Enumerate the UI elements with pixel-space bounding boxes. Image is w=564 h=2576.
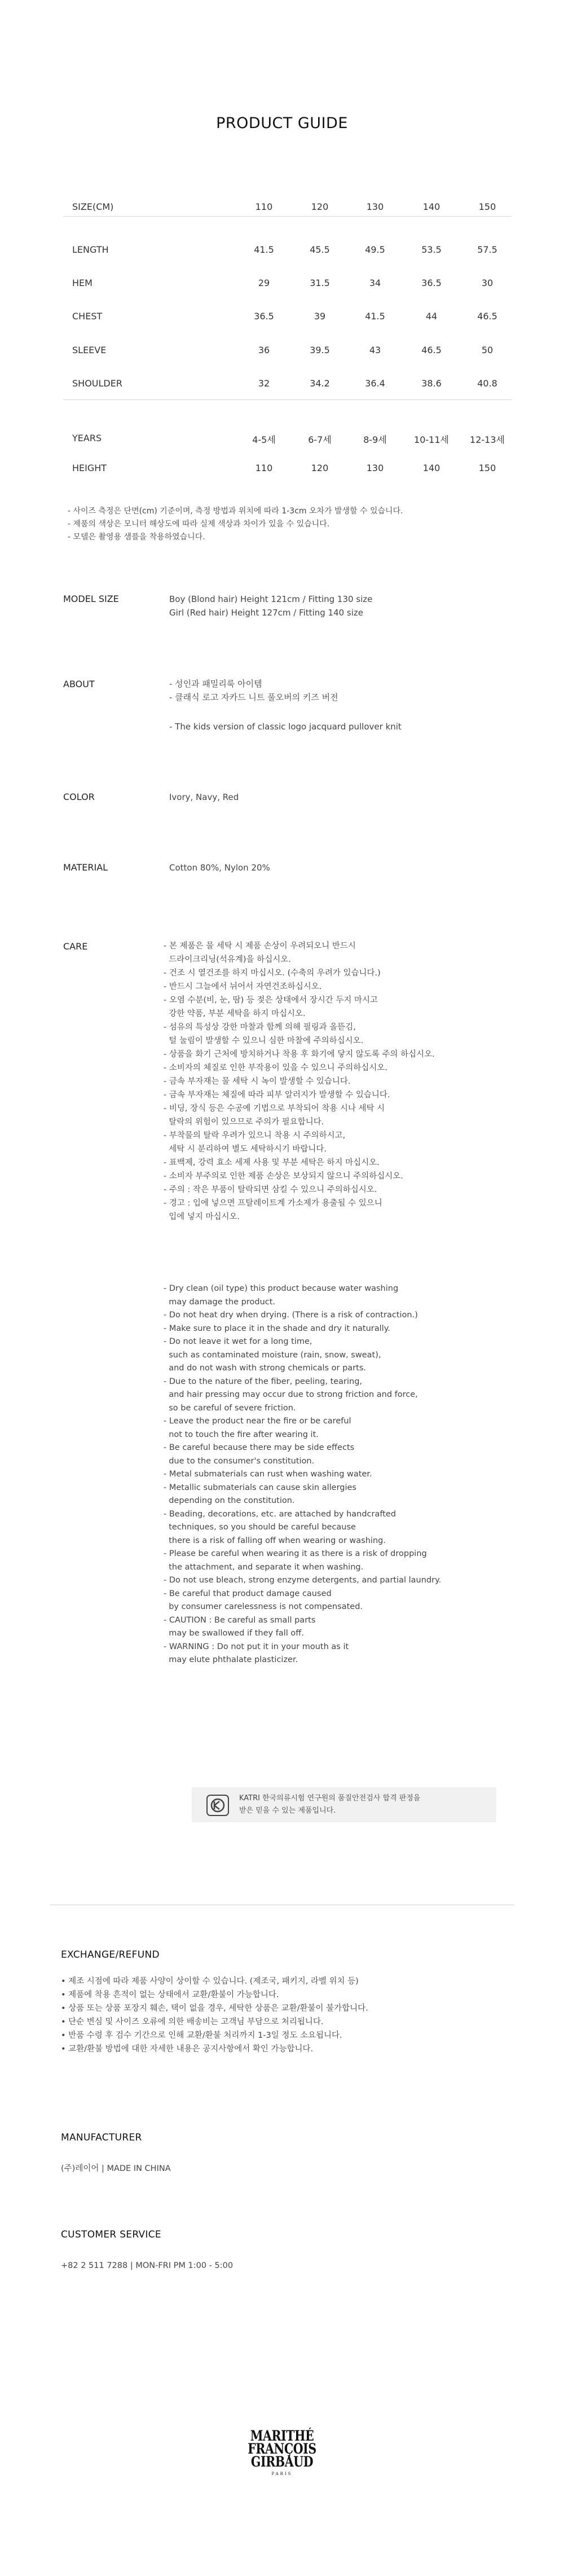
row-label: SLEEVE [72,345,107,355]
row-label: HEIGHT [72,463,107,473]
care-line: - 금속 부자재는 물 세탁 시 녹이 발생할 수 있습니다. [164,1077,351,1086]
care-line: - Do not leave it wet for a long time, [164,1337,312,1346]
table-cell: 41.5 [365,311,385,322]
katri-line: 받은 믿을 수 있는 제품입니다. [239,1806,336,1815]
care-line: - 본 제품은 물 세탁 시 제품 손상이 우려되오니 반드시 [164,942,356,951]
customer-service-title: CUSTOMER SERVICE [61,2229,161,2240]
care-line: - WARNING : Do not put it in your mouth as it [164,1642,349,1651]
material-label: MATERIAL [63,862,108,873]
care-line: and hair pressing may occur due to strong friction and force, [164,1390,418,1399]
model-size-line: Boy (Blond hair) Height 121cm / Fitting 130 size [169,594,373,604]
table-cell: 110 [255,463,273,473]
table-cell: 36.5 [421,278,442,288]
exchange-line: • 상품 또는 상품 포장지 훼손, 택이 없을 경우, 세탁한 상품은 교환/환불이 불가합니다. [61,2004,368,2013]
care-line: the attachment, and separate it when washing. [164,1562,364,1572]
table-cell: 34.2 [310,378,330,389]
row-label: LENGTH [72,244,109,255]
table-cell: 57.5 [477,244,497,255]
care-line: so be careful of severe friction. [164,1403,296,1413]
table-cell: 130 [366,201,384,212]
katri-line: KATRI 한국의류시험 연구원의 품질안전검사 합격 판정을 [239,1794,421,1803]
care-line: may damage the product. [164,1297,276,1307]
table-cell: 140 [422,463,440,473]
table-cell: 140 [422,201,440,212]
exchange-info [61,1975,368,2056]
table-cell: 34 [369,278,381,288]
care-line: - 섬유의 특성상 강한 마찰과 함께 의해 필링과 올뜯김, [164,1023,356,1032]
exchange-title: EXCHANGE/REFUND [61,1949,160,1960]
material-value: Cotton 80%, Nylon 20% [169,863,270,873]
logo-line: MARITHÉ [250,2428,314,2444]
table-row [63,463,512,474]
table-cell: 150 [478,463,496,473]
table-cell: 110 [255,201,273,212]
table-row [63,433,512,444]
table-cell: 46.5 [421,345,442,355]
care-line: - Dry clean (oil type) this product because water washing [164,1284,399,1293]
care-line: - 오염 수분(비, 눈, 땀) 등 젖은 상태에서 장시간 두지 마시고 [164,996,378,1005]
katri-text [239,1792,420,1817]
exchange-line: • 단순 변심 및 사이즈 오류에 의한 배송비는 고객님 부담으로 처리됩니다. [61,2017,324,2026]
row-label: CHEST [72,311,103,322]
table-cell: 120 [311,463,329,473]
care-line: - Metallic submaterials can cause skin allergies [164,1483,356,1492]
care-line: - CAUTION : Be careful as small parts [164,1615,316,1625]
logo-sub: PARIS [271,2472,293,2476]
care-instructions-en [164,1282,513,1667]
care-line: 세탁 시 분리하여 별도 세탁하시기 바랍니다. [164,1145,327,1154]
table-cell: 39.5 [310,345,330,355]
table-cell: 150 [478,201,496,212]
kc-mark-icon [206,1795,229,1816]
care-line: depending on the constitution. [164,1496,295,1505]
note-line: - 사이즈 측정은 단면(cm) 기준이며, 측정 방법과 위치에 따라 1-3cm 오차가 발생할 수 있습니다. [68,507,403,516]
table-cell: 4-5세 [252,434,276,445]
exchange-line: • 제조 시점에 따라 제품 사양이 상이할 수 있습니다. (제조국, 패키지, 라벨 위치 등) [61,1977,359,1986]
care-line: and do not wash with strong chemicals or parts. [164,1364,367,1373]
table-cell: 40.8 [477,378,497,389]
care-line: 강한 약품, 부분 세탁을 하지 마십시오. [164,1009,306,1018]
table-cell: 36 [258,345,270,355]
table-row [63,311,512,322]
care-line: - Be careful because there may be side effects [164,1443,355,1452]
table-cell: 50 [481,345,493,355]
care-line: techniques, so you should be careful because [164,1523,356,1532]
row-label: SIZE(CM) [72,201,114,212]
care-line: - 부착물의 탈락 우려가 있으니 착용 시 주의하시고, [164,1131,346,1140]
care-line: - Make sure to place it in the shade and dry it naturally. [164,1324,390,1333]
table-cell: 31.5 [310,278,330,288]
row-label: YEARS [72,433,102,443]
exchange-line: • 제품에 착용 흔적이 없는 상태에서 교환/환불이 가능합니다. [61,1990,279,1999]
table-row [63,244,512,256]
table-cell: 36.4 [365,378,385,389]
care-line: - Do not use bleach, strong enzyme detergents, and partial laundry. [164,1576,442,1585]
care-line: - 반드시 그늘에서 뉘어서 자연건조하십시오. [164,982,322,991]
table-cell: 46.5 [477,311,497,322]
table-cell: 8-9세 [363,434,387,445]
table-cell: 6-7세 [308,434,332,445]
care-line: there is a risk of falling off when wearing or washing. [164,1536,386,1545]
table-row [63,278,512,289]
table-cell: 49.5 [365,244,385,255]
table-cell: 43 [369,345,381,355]
manufacturer-title: MANUFACTURER [61,2132,142,2143]
care-line: - Metal submaterials can rust when washing water. [164,1470,372,1479]
exchange-line: • 반품 수령 후 검수 기간으로 인해 교환/환불 처리까지 1-3일 정도 소요됩니다. [61,2031,342,2040]
care-line: may elute phthalate plasticizer. [164,1655,298,1664]
care-line: - Do not heat dry when drying. (There is a risk of contraction.) [164,1311,418,1320]
care-line: may be swallowed if they fall off. [164,1629,304,1638]
table-cell: 44 [425,311,438,322]
care-line: - 비딩, 장식 등은 수공예 기법으로 부착되어 착용 시나 세탁 시 [164,1104,385,1113]
care-line: 입에 넣지 마십시오. [164,1212,240,1221]
size-notes [68,505,403,544]
care-line: - 경고 : 입에 넣으면 프탈레이트계 가소제가 용출될 수 있으니 [164,1199,382,1208]
care-label: CARE [63,941,88,952]
table-divider [63,399,512,400]
table-row [63,378,512,389]
table-cell: 130 [366,463,384,473]
care-line: - 건조 시 열건조를 하지 마십시오. (수축의 우려가 있습니다.) [164,969,381,978]
customer-service-value: +82 2 511 7288 | MON-FRI PM 1:00 - 5:00 [61,2261,233,2270]
row-label: SHOULDER [72,378,122,389]
table-cell: 120 [311,201,329,212]
care-line: - 주의 : 작은 부품이 탈락되면 삼킬 수 있으니 주의하십시오. [164,1185,377,1194]
logo-line: GIRBAUD [250,2454,314,2470]
table-cell: 53.5 [421,244,442,255]
care-line: - 표백제, 강력 효소 세제 사용 및 부분 세탁은 하지 마십시오. [164,1158,380,1167]
about-line: - 클래식 로고 자카드 니트 풀오버의 키즈 버전 [169,692,338,702]
table-row [63,345,512,356]
about-line: - The kids version of classic logo jacquard pullover knit [169,722,402,732]
color-label: COLOR [63,792,95,802]
care-line: by consumer carelessness is not compensated. [164,1602,363,1611]
care-instructions-ko [164,939,513,1224]
care-line: due to the consumer's constitution. [164,1456,315,1466]
care-line: - 소비자 부주의로 인한 제품 손상은 보상되지 않으니 주의하십시오. [164,1172,403,1181]
model-size-info [169,592,372,619]
care-line: - 소비자의 체질로 인한 부작용이 있을 수 있으니 주의하십시오. [164,1063,387,1072]
color-value: Ivory, Navy, Red [169,792,239,802]
table-divider [63,216,512,217]
care-line: such as contaminated moisture (rain, snow, sweat), [164,1350,381,1360]
table-cell: 32 [258,378,270,389]
care-line: - Beading, decorations, etc. are attached by handcrafted [164,1509,396,1519]
table-cell: 39 [314,311,326,322]
care-line: - 상품을 화기 근처에 방치하거나 착용 후 화기에 닿지 않도록 주의 하십시오. [164,1050,435,1059]
about-line: - 성인과 패밀리룩 아이템 [169,679,262,689]
row-label: HEM [72,278,92,288]
table-cell: 29 [258,278,270,288]
care-line: 털 눌림이 발생할 수 있으니 심한 마찰에 주의하십시오. [164,1036,364,1045]
logo-line: FRANÇOIS [248,2441,316,2457]
table-cell: 41.5 [254,244,274,255]
table-cell: 36.5 [254,311,274,322]
care-line: - Be careful that product damage caused [164,1589,332,1598]
manufacturer-value: (주)레이어 | MADE IN CHINA [61,2164,171,2173]
note-line: - 제품의 색상은 모니터 해상도에 따라 실제 색상과 차이가 있을 수 있습니다. [68,520,330,529]
katri-certification [192,1787,496,1822]
care-line: - Leave the product near the fire or be careful [164,1417,351,1426]
care-line: 탈락의 위험이 있으므로 주의가 필요합니다. [164,1118,324,1127]
brand-logo [0,2429,564,2476]
page-title: PRODUCT GUIDE [216,115,348,132]
model-size-label: MODEL SIZE [63,594,119,604]
care-line: 드라이크리닝(석유계)을 하십시오. [164,955,291,964]
model-size-line: Girl (Red hair) Height 127cm / Fitting 140 size [169,608,364,618]
table-cell: 45.5 [310,244,330,255]
table-cell: 30 [481,278,493,288]
table-cell: 38.6 [421,378,442,389]
about-info [169,677,402,733]
care-line: not to touch the fire after wearing it. [164,1430,319,1439]
care-line: - 금속 부자재는 체질에 따라 피부 알러지가 발생할 수 있습니다. [164,1091,390,1100]
about-label: ABOUT [63,679,95,689]
table-cell: 12-13세 [470,434,505,445]
table-cell: 10-11세 [414,434,449,445]
care-line: - Due to the nature of the fiber, peeling, tearing, [164,1377,363,1386]
note-line: - 모델은 촬영용 샘플을 착용하였습니다. [68,533,205,542]
care-line: - Please be careful when wearing it as there is a risk of dropping [164,1549,427,1558]
exchange-line: • 교환/환불 방법에 대한 자세한 내용은 공지사항에서 확인 가능합니다. [61,2045,314,2054]
table-header [63,201,512,213]
